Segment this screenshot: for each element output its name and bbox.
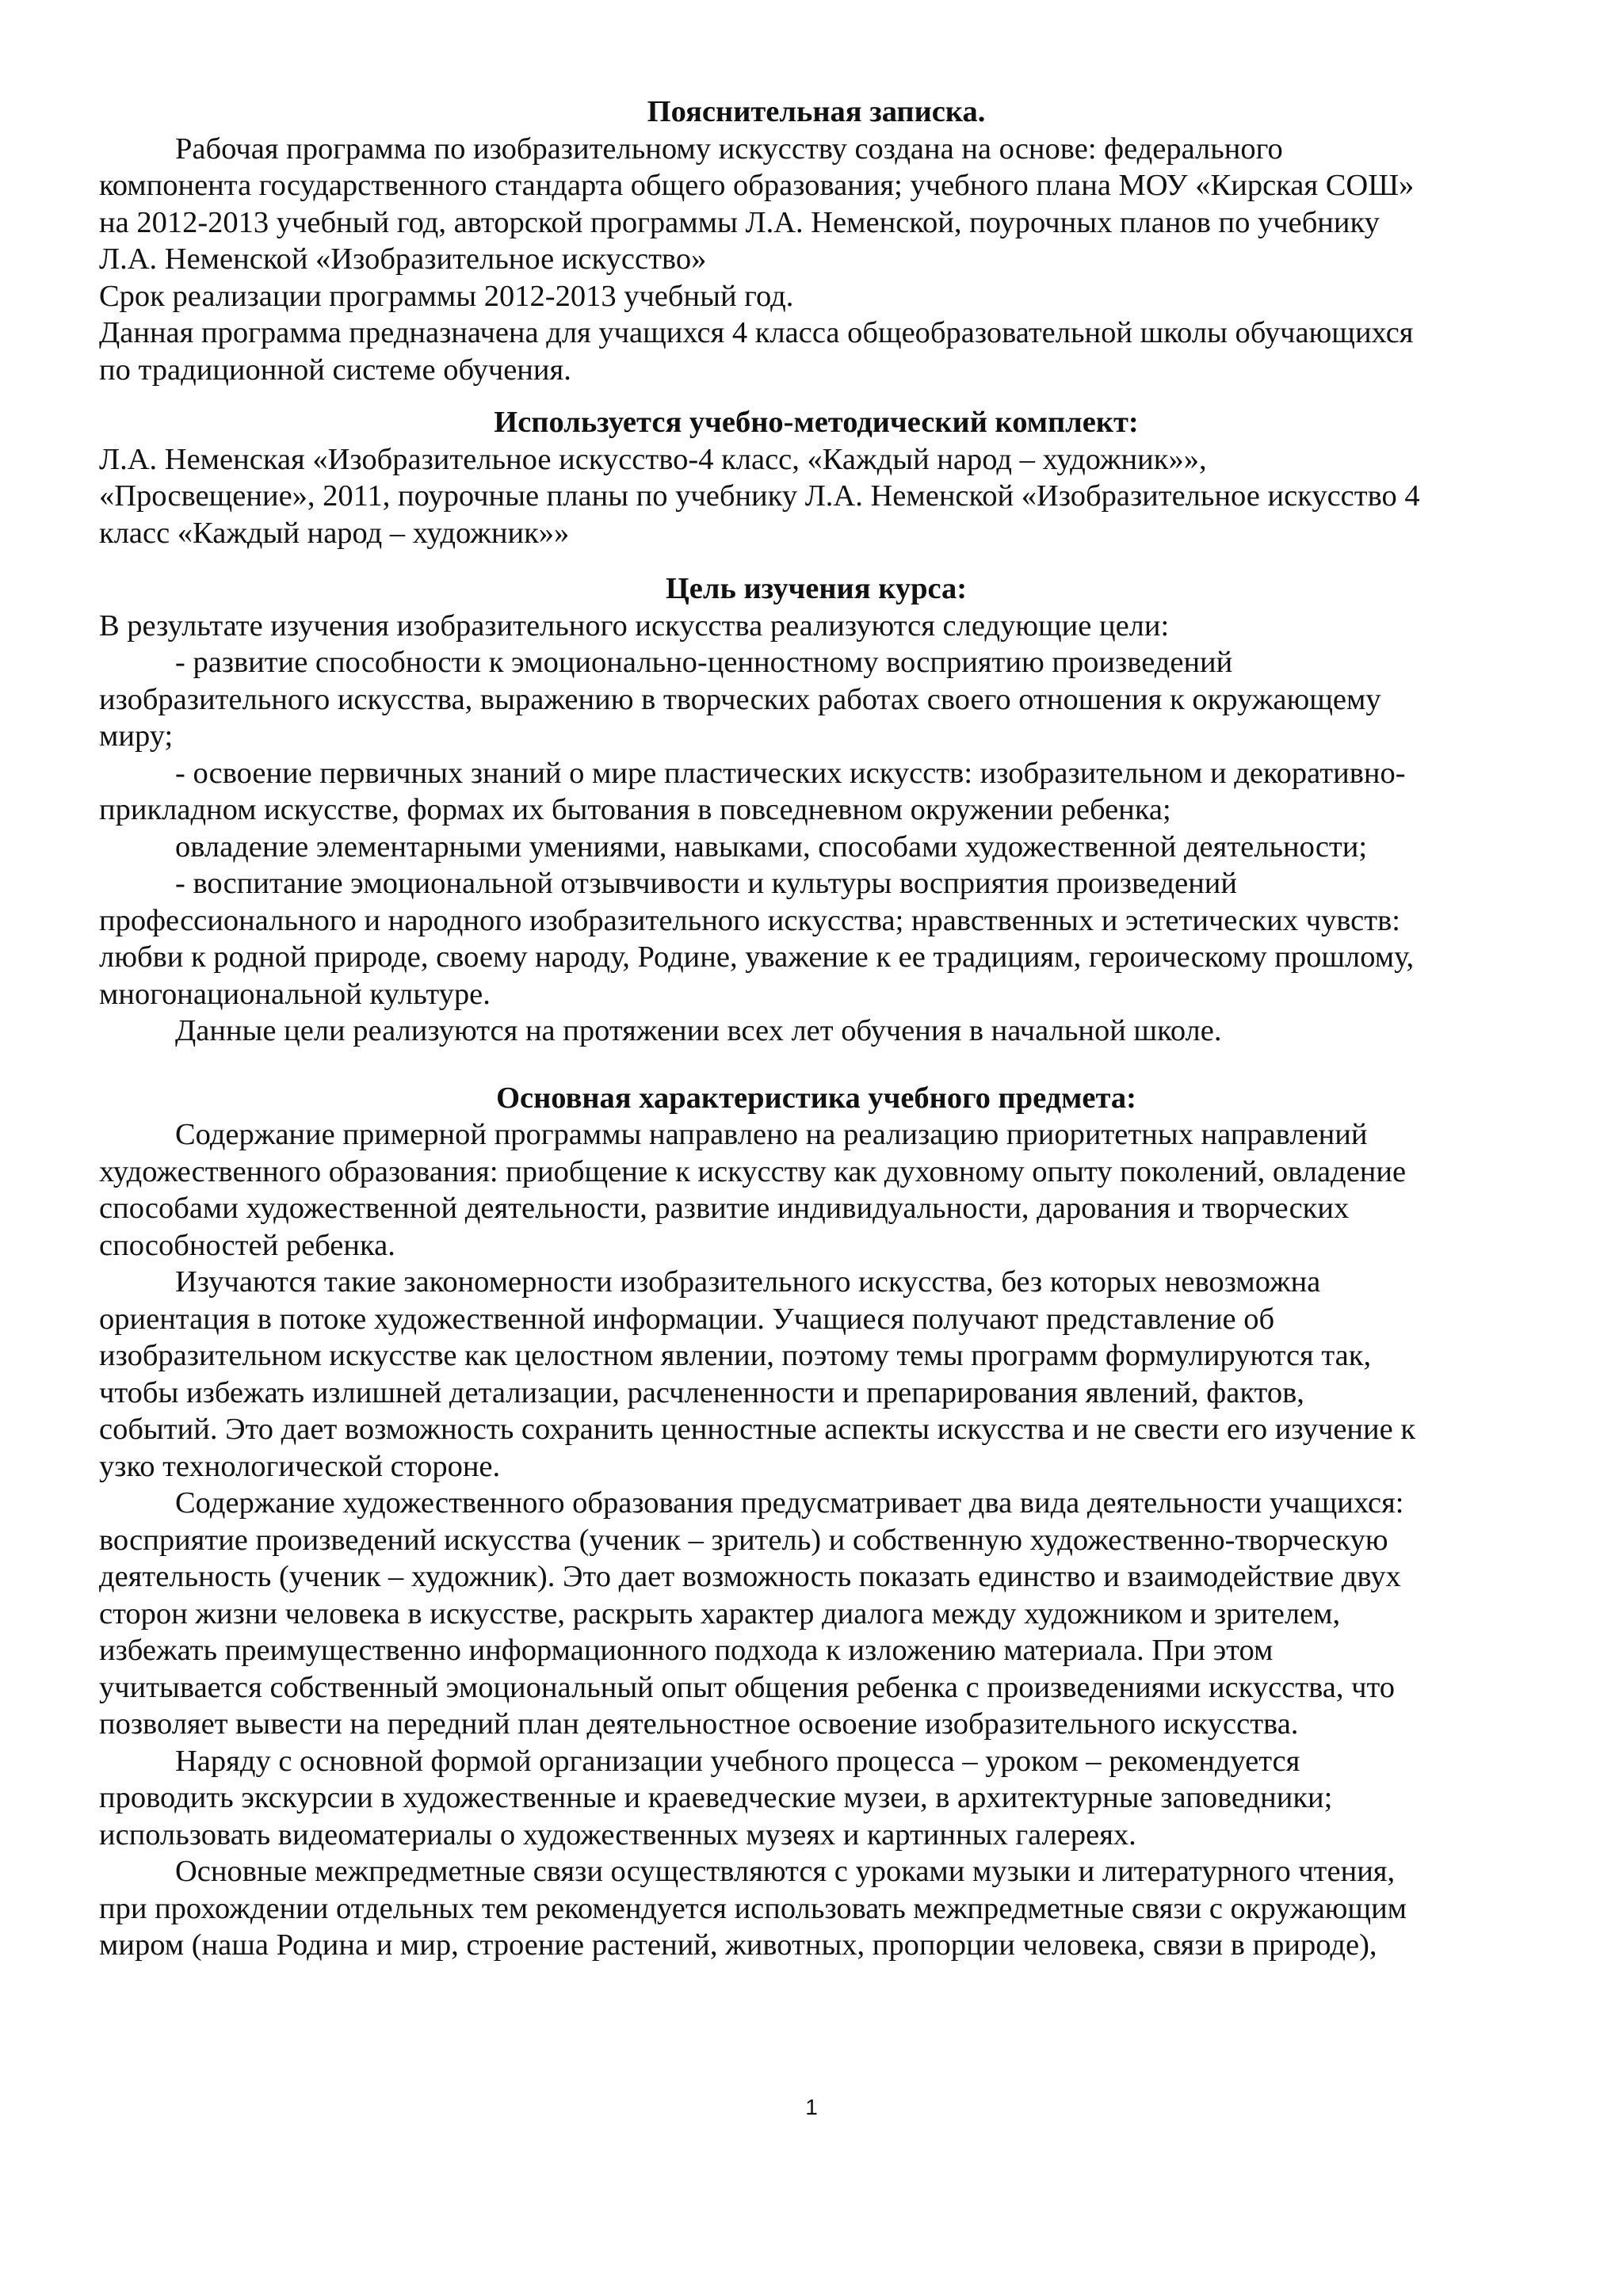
paragraph	[99, 1743, 1533, 1854]
text-line: чтобы избежать излишней детализации, расчлененности и препарирования явлений, фактов,	[99, 1375, 1304, 1409]
text-line: «Просвещение», 2011, поурочные планы по учебнику Л.А. Неменской «Изобразительное искусство 4	[99, 479, 1420, 513]
text-line: избежать преимущественно информационного подхода к изложению материала. При этом	[99, 1634, 1274, 1667]
text-line: Л.А. Неменской «Изобразительное искусство»	[99, 242, 707, 276]
paragraph	[99, 1485, 1533, 1743]
text-line: изобразительного искусства, выражению в творческих работах своего отношения к окружающему	[99, 682, 1381, 716]
text-line: В результате изучения изобразительного искусства реализуются следующие цели:	[99, 608, 1170, 643]
document-page	[99, 93, 1533, 1964]
text-line: узко технологической стороне.	[99, 1449, 501, 1483]
text-line: учитывается собственный эмоциональный опыт общения ребенка с произведениями искусства, что	[99, 1670, 1396, 1704]
text-line: Основные межпредметные связи осуществляются с уроками музыки и литературного чтения,	[175, 1855, 1396, 1888]
text-line: Л.А. Неменская «Изобразительное искусство-4 класс, «Каждый народ – художник»»,	[99, 442, 1207, 476]
text-line: Данные цели реализуются на протяжении всех лет обучения в начальной школе.	[175, 1014, 1222, 1047]
text-line: компонента государственного стандарта общего образования; учебного плана МОУ «Кирская СОШ»	[99, 169, 1415, 202]
page-number: 1	[805, 2095, 818, 2119]
paragraph	[99, 1853, 1533, 1964]
paragraph	[99, 131, 1533, 278]
paragraph	[99, 441, 1533, 552]
text-line: Данная программа предназначена для учащихся 4 класса общеобразовательной школы обучающихся	[99, 316, 1414, 349]
text-line: использовать видеоматериалы о художественных музеях и картинных галереях.	[99, 1817, 1136, 1852]
text-line: - освоение первичных знаний о мире пластических искусств: изобразительном и декоративно-	[175, 756, 1406, 790]
text-line: деятельность (ученик – художник). Это дает возможность показать единство и взаимодействие двух	[99, 1560, 1401, 1593]
text-line: миром (наша Родина и мир, строение растений, животных, пропорции человека, связи в природе),	[99, 1928, 1377, 1962]
text-line: восприятие произведений искусства (ученик – зритель) и собственную художественно-творческую	[99, 1523, 1388, 1557]
paragraph	[99, 1264, 1533, 1485]
text-line: - развитие способности к эмоционально-ценностному восприятию произведений	[175, 646, 1233, 679]
section-heading: Цель изучения курса:	[665, 572, 968, 605]
text-line: ориентация в потоке художественной информации. Учащиеся получают представление об	[99, 1302, 1275, 1336]
section-heading: Пояснительная записка.	[647, 95, 986, 128]
section-heading: Используется учебно-методический комплект:	[494, 406, 1139, 439]
text-line: событий. Это дает возможность сохранить ценностные аспекты искусства и не свести его изучение к	[99, 1413, 1416, 1446]
text-line: миру;	[99, 719, 174, 753]
text-line: овладение элементарными умениями, навыками, способами художественной деятельности;	[175, 830, 1368, 864]
paragraph	[99, 315, 1533, 388]
text-line: класс «Каждый народ – художник»»	[99, 516, 570, 550]
paragraph	[99, 1013, 1533, 1050]
text-line: при прохождении отдельных тем рекомендуется использовать межпредметные связи с окружающим	[99, 1891, 1407, 1925]
text-line: прикладном искусстве, формах их бытования в повседневном окружении ребенка;	[99, 793, 1171, 826]
text-line: любви к родной природе, своему народу, Родине, уважение к ее традициям, героическому прошлому,	[99, 940, 1415, 974]
paragraph	[99, 644, 1533, 755]
text-line: Содержание примерной программы направлено на реализацию приоритетных направлений	[175, 1118, 1368, 1151]
paragraph	[99, 1116, 1533, 1264]
text-line: Наряду с основной формой организации учебного процесса – уроком – рекомендуется	[175, 1744, 1300, 1778]
text-line: на 2012-2013 учебный год, авторской программы Л.А. Неменской, поурочных планов по учебнику	[99, 205, 1380, 239]
text-line: способами художественной деятельности, развитие индивидуальности, дарования и творческих	[99, 1192, 1350, 1225]
paragraph	[99, 755, 1533, 829]
text-line: многонациональной культуре.	[99, 977, 491, 1011]
paragraph	[99, 278, 1533, 315]
text-line: позволяет вывести на передний план деятельностное освоение изобразительного искусства.	[99, 1707, 1299, 1741]
text-line: Рабочая программа по изобразительному искусству создана на основе: федерального	[175, 132, 1283, 166]
text-line: - воспитание эмоциональной отзывчивости и культуры восприятия произведений	[175, 867, 1237, 900]
section-heading: Основная характеристика учебного предмета:	[496, 1081, 1136, 1115]
text-line: Изучаются такие закономерности изобразительного искусства, без которых невозможна	[175, 1265, 1321, 1299]
text-line: профессионального и народного изобразительного искусства; нравственных и эстетических чувств:	[99, 903, 1400, 937]
text-line: Содержание художественного образования предусматривает два вида деятельности учащихся:	[175, 1486, 1404, 1520]
paragraph	[99, 865, 1533, 1013]
text-line: проводить экскурсии в художественные и краеведческие музеи, в архитектурные заповедники;	[99, 1781, 1333, 1814]
text-line: способностей ребенка.	[99, 1228, 395, 1262]
paragraph	[99, 829, 1533, 866]
paragraph	[99, 608, 1533, 645]
text-line: Срок реализации программы 2012-2013 учебный год.	[99, 279, 794, 313]
text-line: по традиционной системе обучения.	[99, 353, 571, 387]
text-line: изобразительном искусстве как целостном явлении, поэтому темы программ формулируются так,	[99, 1339, 1372, 1372]
text-line: сторон жизни человека в искусстве, раскрыть характер диалога между художником и зрителем,	[99, 1596, 1341, 1630]
text-line: художественного образования: приобщение к искусству как духовному опыту поколений, овладение	[99, 1154, 1407, 1188]
